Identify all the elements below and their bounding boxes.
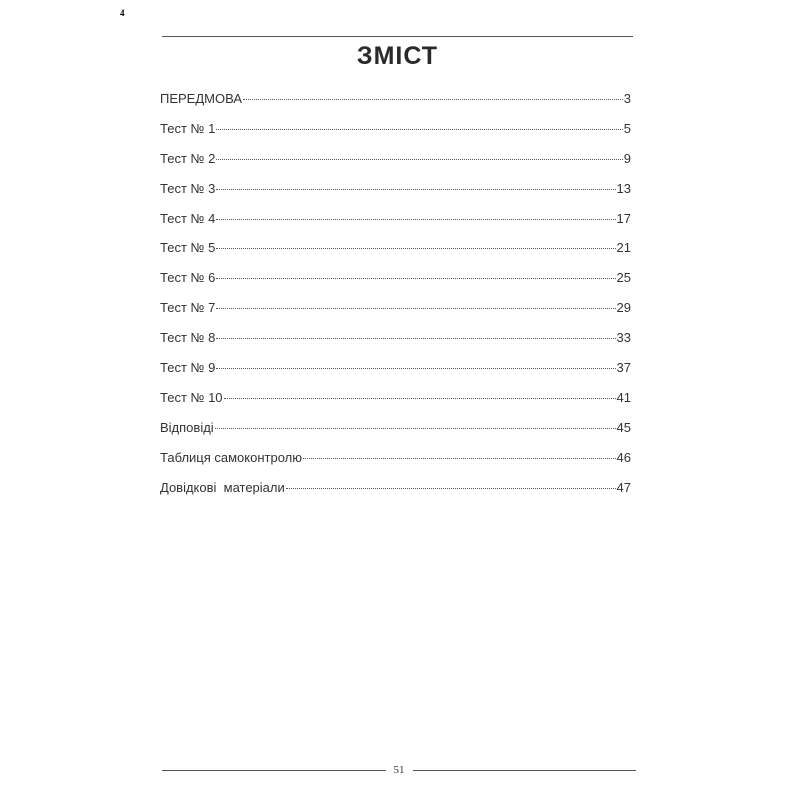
toc-dot-leader <box>243 99 623 100</box>
top-rule <box>162 36 633 37</box>
toc-entry <box>160 420 631 450</box>
toc-entry-label: ПЕРЕДМОВА <box>160 91 243 106</box>
toc-entry <box>160 450 631 480</box>
toc-dot-leader <box>224 398 616 399</box>
toc-entry-page: 17 <box>616 210 631 226</box>
toc-entry <box>160 181 631 211</box>
toc-dot-leader <box>215 428 616 429</box>
toc-dot-leader <box>216 129 622 130</box>
toc-entry-label: Довідкові матеріали <box>160 479 285 495</box>
toc-dot-leader <box>303 458 616 459</box>
toc-entry-page: 21 <box>616 240 631 256</box>
toc-entry-page: 33 <box>616 330 631 346</box>
toc-entry-page: 47 <box>616 479 631 495</box>
toc-entry-label: Тест № 9 <box>160 360 216 376</box>
toc-entry <box>160 330 631 360</box>
toc-dot-leader <box>216 159 622 160</box>
corner-mark: 4 <box>120 8 125 18</box>
toc-dot-leader <box>216 308 615 309</box>
toc-entry-label: Тест № 7 <box>160 300 216 316</box>
page-title: ЗМІСТ <box>356 42 439 70</box>
toc-entry-label: Тест № 2 <box>160 150 216 166</box>
toc-entry-label: Тест № 3 <box>160 180 216 196</box>
toc-entry-page: 3 <box>623 91 631 106</box>
toc-entry-page: 37 <box>616 360 631 376</box>
toc-entry-label: Тест № 4 <box>160 210 216 226</box>
toc-entry <box>160 300 631 330</box>
toc-entry <box>160 480 631 510</box>
toc-dot-leader <box>216 189 615 190</box>
toc-dot-leader <box>216 338 615 339</box>
toc-entry-page: 45 <box>616 419 631 435</box>
toc-dot-leader <box>216 278 615 279</box>
toc-entry <box>160 240 631 270</box>
toc-entry <box>160 211 631 241</box>
toc-entry <box>160 390 631 420</box>
toc-entry-label: Тест № 8 <box>160 330 216 346</box>
toc-entry <box>160 270 631 300</box>
toc-dot-leader <box>216 219 615 220</box>
toc-entry-label: Таблиця самоконтролю <box>160 449 302 465</box>
page-number: 51 <box>393 764 405 776</box>
toc-entry-page: 41 <box>616 389 631 405</box>
toc-entry-page: 29 <box>616 300 631 316</box>
toc-entry-label: Відповіді <box>160 419 214 435</box>
toc-entry <box>160 360 631 390</box>
toc-entry-label: Тест № 5 <box>160 240 216 256</box>
toc-entry-label: Тест № 1 <box>160 120 216 136</box>
toc-dot-leader <box>286 488 616 489</box>
footer-rule-left <box>162 770 386 771</box>
toc-entry-page: 25 <box>616 270 631 286</box>
toc-entry-page: 13 <box>616 180 631 196</box>
table-of-contents <box>160 91 631 509</box>
toc-dot-leader <box>216 248 615 249</box>
toc-entry-page: 9 <box>623 150 631 166</box>
toc-entry-label: Тест № 10 <box>160 389 223 405</box>
toc-entry-page: 5 <box>623 120 631 136</box>
footer-rule-right <box>413 770 637 771</box>
toc-entry <box>160 121 631 151</box>
toc-dot-leader <box>216 368 615 369</box>
toc-entry <box>160 151 631 181</box>
toc-entry <box>160 91 631 121</box>
page-footer <box>162 764 636 776</box>
toc-entry-label: Тест № 6 <box>160 270 216 286</box>
toc-entry-page: 46 <box>616 449 631 465</box>
